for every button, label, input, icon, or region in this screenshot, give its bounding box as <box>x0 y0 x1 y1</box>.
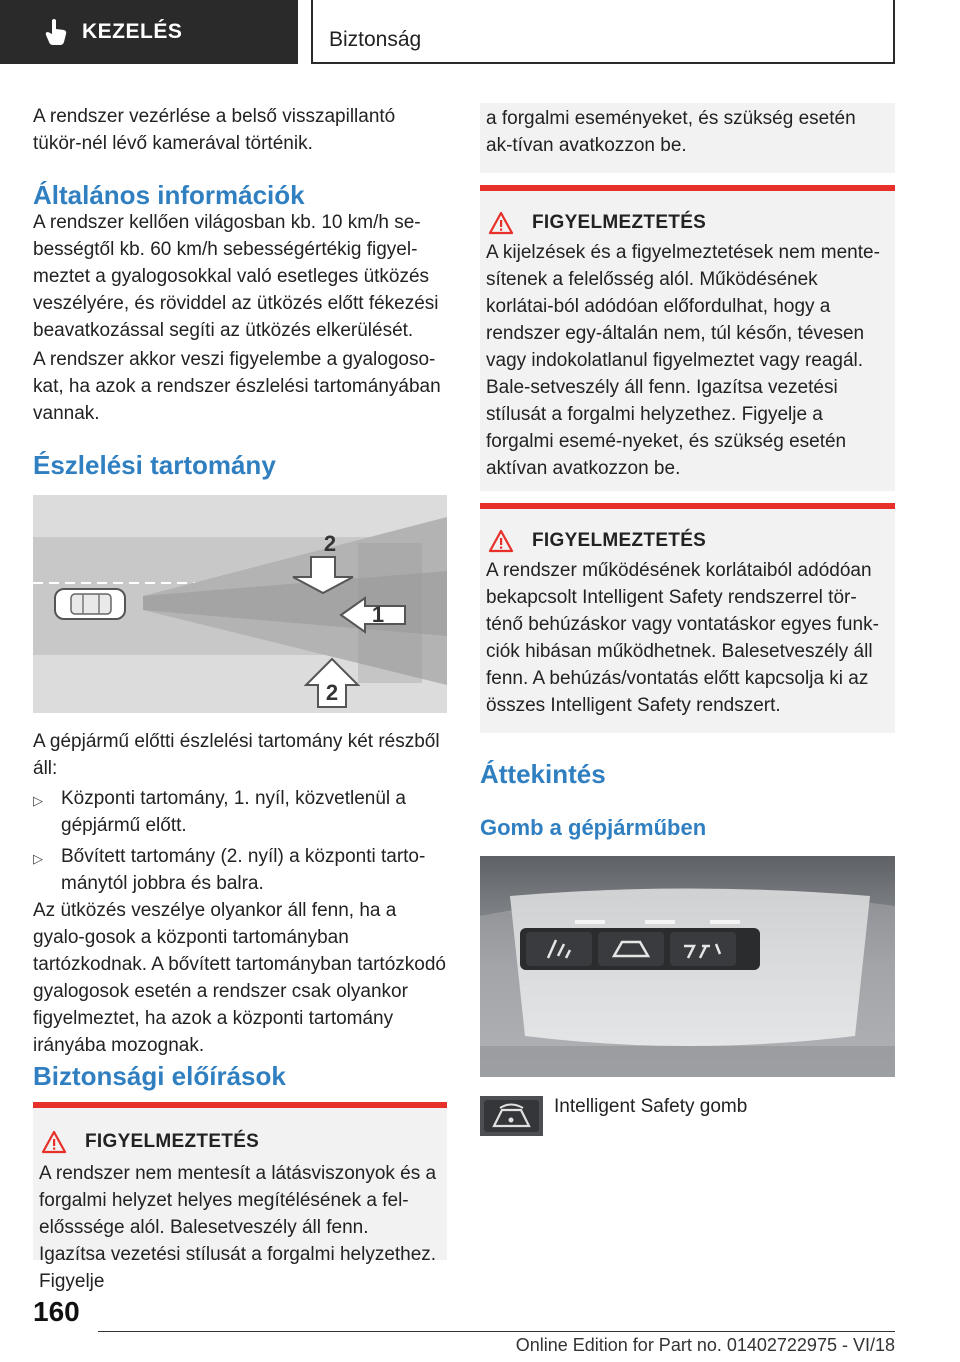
warning-triangle-icon <box>488 529 514 553</box>
range-intro-paragraph: A gépjármű előtti észlelési tartomány két részből áll: <box>33 731 440 779</box>
heading-detection-range: Észlelési tartomány <box>33 450 276 480</box>
warning-text: A kijelzések és a figyelmeztetések nem mente-sítenek a felelősség alól. Működésének korlátai-ból adódóan előfordulhat, hogy a rendszer egy-általán nem, túl későn, tévesen vagy indokolatlanul figyelmeztet vagy reagál. Bale-setveszély áll fenn. Igazítsa vezetési stílusát a forgalmi helyzethez. Figyelje a forgalmi esemé-nyeket, és szükség esetén aktívan avatkozzon be. <box>486 242 880 479</box>
section-label: KEZELÉS <box>82 20 183 43</box>
warning-triangle-icon <box>41 1130 67 1154</box>
button-panel-photo <box>480 856 895 1077</box>
car-icon <box>55 589 125 619</box>
arrow-2-top-label: 2 <box>323 531 337 556</box>
warning-title: FIGYELMEZTETÉS <box>85 1131 260 1152</box>
heading-safety-rules: Biztonsági előírások <box>33 1061 286 1091</box>
warning-box-2 <box>480 185 895 491</box>
general-paragraph-1: A rendszer kellően világosban kb. 10 km/h se-bességtől kb. 60 km/h sebességértékig figyel-meztet a gyalogosokkal való esetleges ütközés veszélyére, és röviddel az ütközés előtt fékezési beavatkozással segíti az ütközés elkerülését. <box>33 212 439 341</box>
intelligent-safety-button-icon <box>480 1096 543 1136</box>
triangle-bullet-icon: ▷ <box>33 793 43 808</box>
warning-box-3 <box>480 503 895 733</box>
hand-pointer-icon <box>44 18 68 46</box>
page-number: 160 <box>33 1296 80 1327</box>
arrow-2-bottom-label: 2 <box>325 680 339 705</box>
warning-box-1-continued <box>480 103 895 173</box>
heading-general-info: Általános információk <box>33 180 305 210</box>
general-paragraph-2: A rendszer akkor veszi figyelembe a gyalogoso-kat, ha azok a rendszer észlelési tartományában vannak. <box>33 349 441 424</box>
warning-text: a forgalmi eseményeket, és szükség esetén ak-tívan avatkozzon be. <box>486 108 856 156</box>
footer-divider <box>98 1331 895 1332</box>
triangle-bullet-icon: ▷ <box>33 851 43 866</box>
section-tab <box>0 0 298 64</box>
warning-triangle-icon <box>488 211 514 235</box>
arrow-1-label: 1 <box>371 602 385 627</box>
footer-edition: Online Edition for Part no. 01402722975 - VI/18 <box>515 1335 895 1355</box>
button-caption: Intelligent Safety gomb <box>554 1096 748 1117</box>
chapter-title: Biztonság <box>311 0 895 64</box>
warning-text: A rendszer nem mentesít a látásviszonyok és a forgalmi helyzet helyes megítélésének a fel-elősssége alól. Balesetveszély áll fenn. Igazítsa vezetési stílusát a forgalmi helyzethez. Figyelje <box>39 1163 437 1292</box>
warning-box-1 <box>33 1102 447 1292</box>
heading-overview: Áttekintés <box>480 759 606 789</box>
range-risk-paragraph: Az ütközés veszélye olyankor áll fenn, ha a gyalo-gosok a központi tartományban tartózkodnak. A bővített tartományban tartózkodó gyalogosok esetén a rendszer csak olyankor figyelmeztet, ha azok a központi tartomány irányába mozognak. <box>33 900 446 1056</box>
intro-paragraph: A rendszer vezérlése a belső visszapillantó tükör-nél lévő kamerával történik. <box>33 106 396 154</box>
heading-button-in-vehicle: Gomb a gépjárműben <box>480 815 707 840</box>
range-bullet-list <box>33 785 447 897</box>
list-item: ▷ Központi tartomány, 1. nyíl, közvetlenül a gépjármű előtt. <box>33 785 447 839</box>
detection-range-diagram <box>33 495 447 713</box>
warning-title: FIGYELMEZTETÉS <box>532 530 707 551</box>
list-item: ▷ Bővített tartomány (2. nyíl) a központi tarto-mánytól jobbra és balra. <box>33 843 447 897</box>
warning-title: FIGYELMEZTETÉS <box>532 212 707 233</box>
warning-text: A rendszer működésének korlátaiból adódóan bekapcsolt Intelligent Safety rendszerrel tör-ténő behúzáskor vagy vontatáskor egyes funk-ciók hibásan működhetnek. Balesetveszély áll fenn. A behúzás/vontatás előtt kapcsolja ki az összes Intelligent Safety rendszert. <box>486 560 879 716</box>
